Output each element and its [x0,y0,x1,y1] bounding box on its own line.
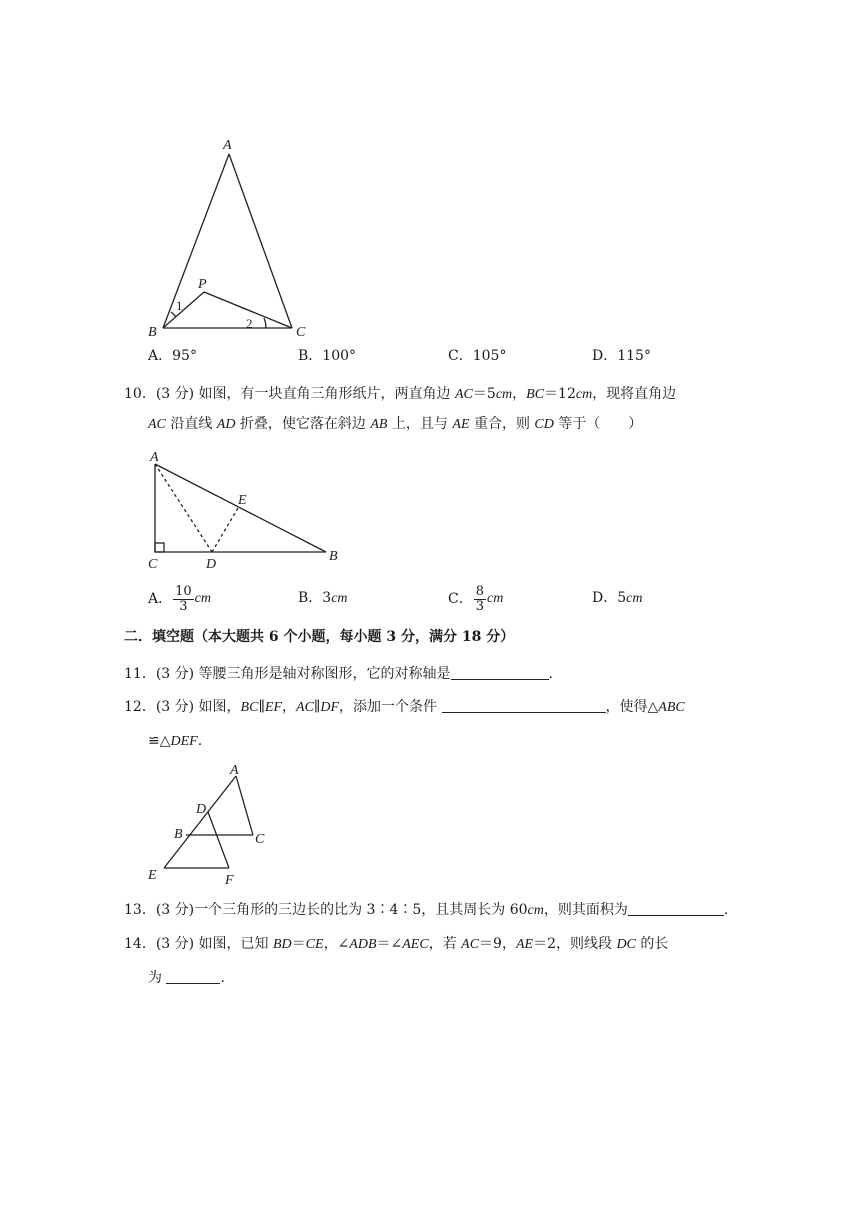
q10-label-b: B [329,549,338,564]
q14-text: 为 [148,970,167,986]
question-number: 14．(3 分) [124,936,199,952]
q10-var-ae: AE [452,417,470,432]
q10-label-a: A [150,450,159,465]
q10-option-c-fraction [474,585,486,614]
q14-text: 的长 [635,936,669,952]
q10-text: ＝12 [544,386,576,402]
question-number: 12．(3 分) [124,699,199,715]
option-text: 95° [172,348,197,364]
option-letter: B． [298,348,323,364]
q12-label-a: A [230,763,239,778]
q14-text: . [220,970,225,986]
option-text: 105° [472,348,507,364]
q10-unit: cm [495,387,513,402]
q12-var-bc: BC [240,700,259,715]
section-heading-fill-in: 二．填空题（本大题共 6 个小题，每小题 3 分，满分 18 分） [124,629,515,645]
q10-text: 上，且与 [387,416,453,432]
q10-text: ＝5 [472,386,496,402]
q14-text: 如图，已知 [198,936,273,952]
q12-label-b: B [174,827,183,842]
q11-text: . [548,666,553,682]
q12-text: . [197,733,203,749]
q10-label-c: C [148,557,158,572]
option-letter: D． [592,590,618,606]
q9-triangle-figure [140,130,320,345]
q10-text: 重合，则 [469,416,535,432]
q10-text: 等于（ ） [553,416,643,432]
q10-line-2 [148,414,642,435]
q10-var-cd: CD [534,417,554,432]
q10-var-ab: AB [370,417,388,432]
option-text: 100° [322,348,357,364]
q9-label-p: P [198,277,207,292]
q14-text: ，∠ [323,936,350,952]
q11-answer-blank[interactable] [451,665,549,680]
q13-text: . [723,902,729,918]
q12-var-ef: EF [264,700,283,715]
q10-option-d [592,588,642,609]
option-unit: cm [626,591,643,606]
q10-label-d: D [206,557,217,572]
q14-text: ＝2，则线段 [533,936,617,952]
fraction-numerator: 8 [475,583,484,599]
option-letter: A． [148,591,173,607]
q10-right-triangle-figure [140,446,350,574]
q12-var-def: DEF [170,734,198,749]
option-text: 115° [617,348,651,364]
q9-option-c [448,346,506,366]
fraction-numerator: 10 [175,583,192,599]
q13-answer-blank[interactable] [628,901,724,916]
fraction-denominator: 3 [179,598,188,614]
q14-var-bd: BD [273,937,292,952]
q10-text: ，现将直角边 [592,386,677,402]
q12-answer-blank[interactable] [442,698,606,713]
q12-text: ≌△ [148,733,171,749]
q14-answer-blank[interactable] [166,969,220,984]
q12-text: ，添加一个条件 [339,699,442,715]
option-unit: cm [194,591,211,606]
option-text: 3 [322,590,332,606]
option-letter: C． [448,591,473,607]
q10-text: 如图，有一块直角三角形纸片，两直角边 [198,386,455,402]
q12-var-ac: AC [296,700,314,715]
option-text: 5 [617,590,627,606]
question-number: 10．(3 分) [124,386,199,402]
q10-var-ad: AD [216,417,236,432]
q10-text: 沿直线 [165,416,217,432]
q10-option-a-fraction [173,585,194,614]
q12-text: 如图， [198,699,241,715]
q11-line [124,664,553,684]
q14-line-1 [124,934,668,955]
q14-var-ae: AE [515,937,534,952]
q12-label-d: D [196,802,207,817]
q14-text: ＝9， [479,936,516,952]
q13-unit: cm [527,903,544,918]
q12-line-2 [148,731,202,752]
q14-var-aec: AEC [402,937,429,952]
q12-text: ， [282,699,297,715]
q14-var-dc: DC [616,937,636,952]
q10-option-a [148,582,211,616]
q12-var-abc: ABC [658,700,685,715]
q14-var-ac: AC [461,937,480,952]
q13-text: ，则其面积为 [543,902,628,918]
q14-text: ，若 [428,936,462,952]
q9-option-b [298,346,356,366]
q11-text: 等腰三角形是轴对称图形，它的对称轴是 [198,666,451,682]
q12-var-df: DF [320,700,340,715]
q9-label-b: B [148,325,157,340]
q10-option-b [298,588,348,609]
question-number: 11．(3 分) [124,666,199,682]
option-letter: C． [448,348,473,364]
q9-label-1: 1 [176,298,183,313]
q10-text: 折叠，使它落在斜边 [235,416,371,432]
q9-option-a [148,346,197,366]
q10-text: ， [512,386,527,402]
q12-text: ∥ [258,699,265,715]
q10-label-e: E [238,493,247,508]
q9-label-a: A [223,138,232,153]
q12-text: ∥ [313,699,321,715]
q12-label-e: E [148,868,157,883]
option-unit: cm [331,591,348,606]
fraction-denominator: 3 [475,598,484,614]
q10-line-1 [124,384,676,405]
q13-line [124,900,728,921]
q9-label-2: 2 [246,316,253,331]
option-letter: A． [148,348,173,364]
q10-var-ac: AC [148,417,166,432]
q14-line-2 [148,968,225,988]
q10-var-ac: AC [455,387,473,402]
option-unit: cm [487,591,504,606]
q12-triangles-figure [142,760,282,886]
q12-text: ，使得△ [605,699,659,715]
q10-var-bc: BC [526,387,545,402]
q14-var-ce: CE [305,937,324,952]
q14-text: ＝∠ [376,936,403,952]
q9-option-d [592,346,651,366]
q12-line-1 [124,697,685,718]
q13-text: 一个三角形的三边长的比为 3∶4∶5，且其周长为 60 [194,902,528,918]
q10-option-c [448,582,503,616]
option-letter: D． [592,348,618,364]
option-letter: B． [298,590,323,606]
q14-text: ＝ [291,936,306,952]
q14-var-adb: ADB [349,937,377,952]
q10-unit: cm [575,387,593,402]
question-number: 13．(3 分) [124,902,195,918]
q12-label-f: F [225,873,234,886]
q9-label-c: C [296,325,306,340]
q12-label-c: C [255,832,265,847]
